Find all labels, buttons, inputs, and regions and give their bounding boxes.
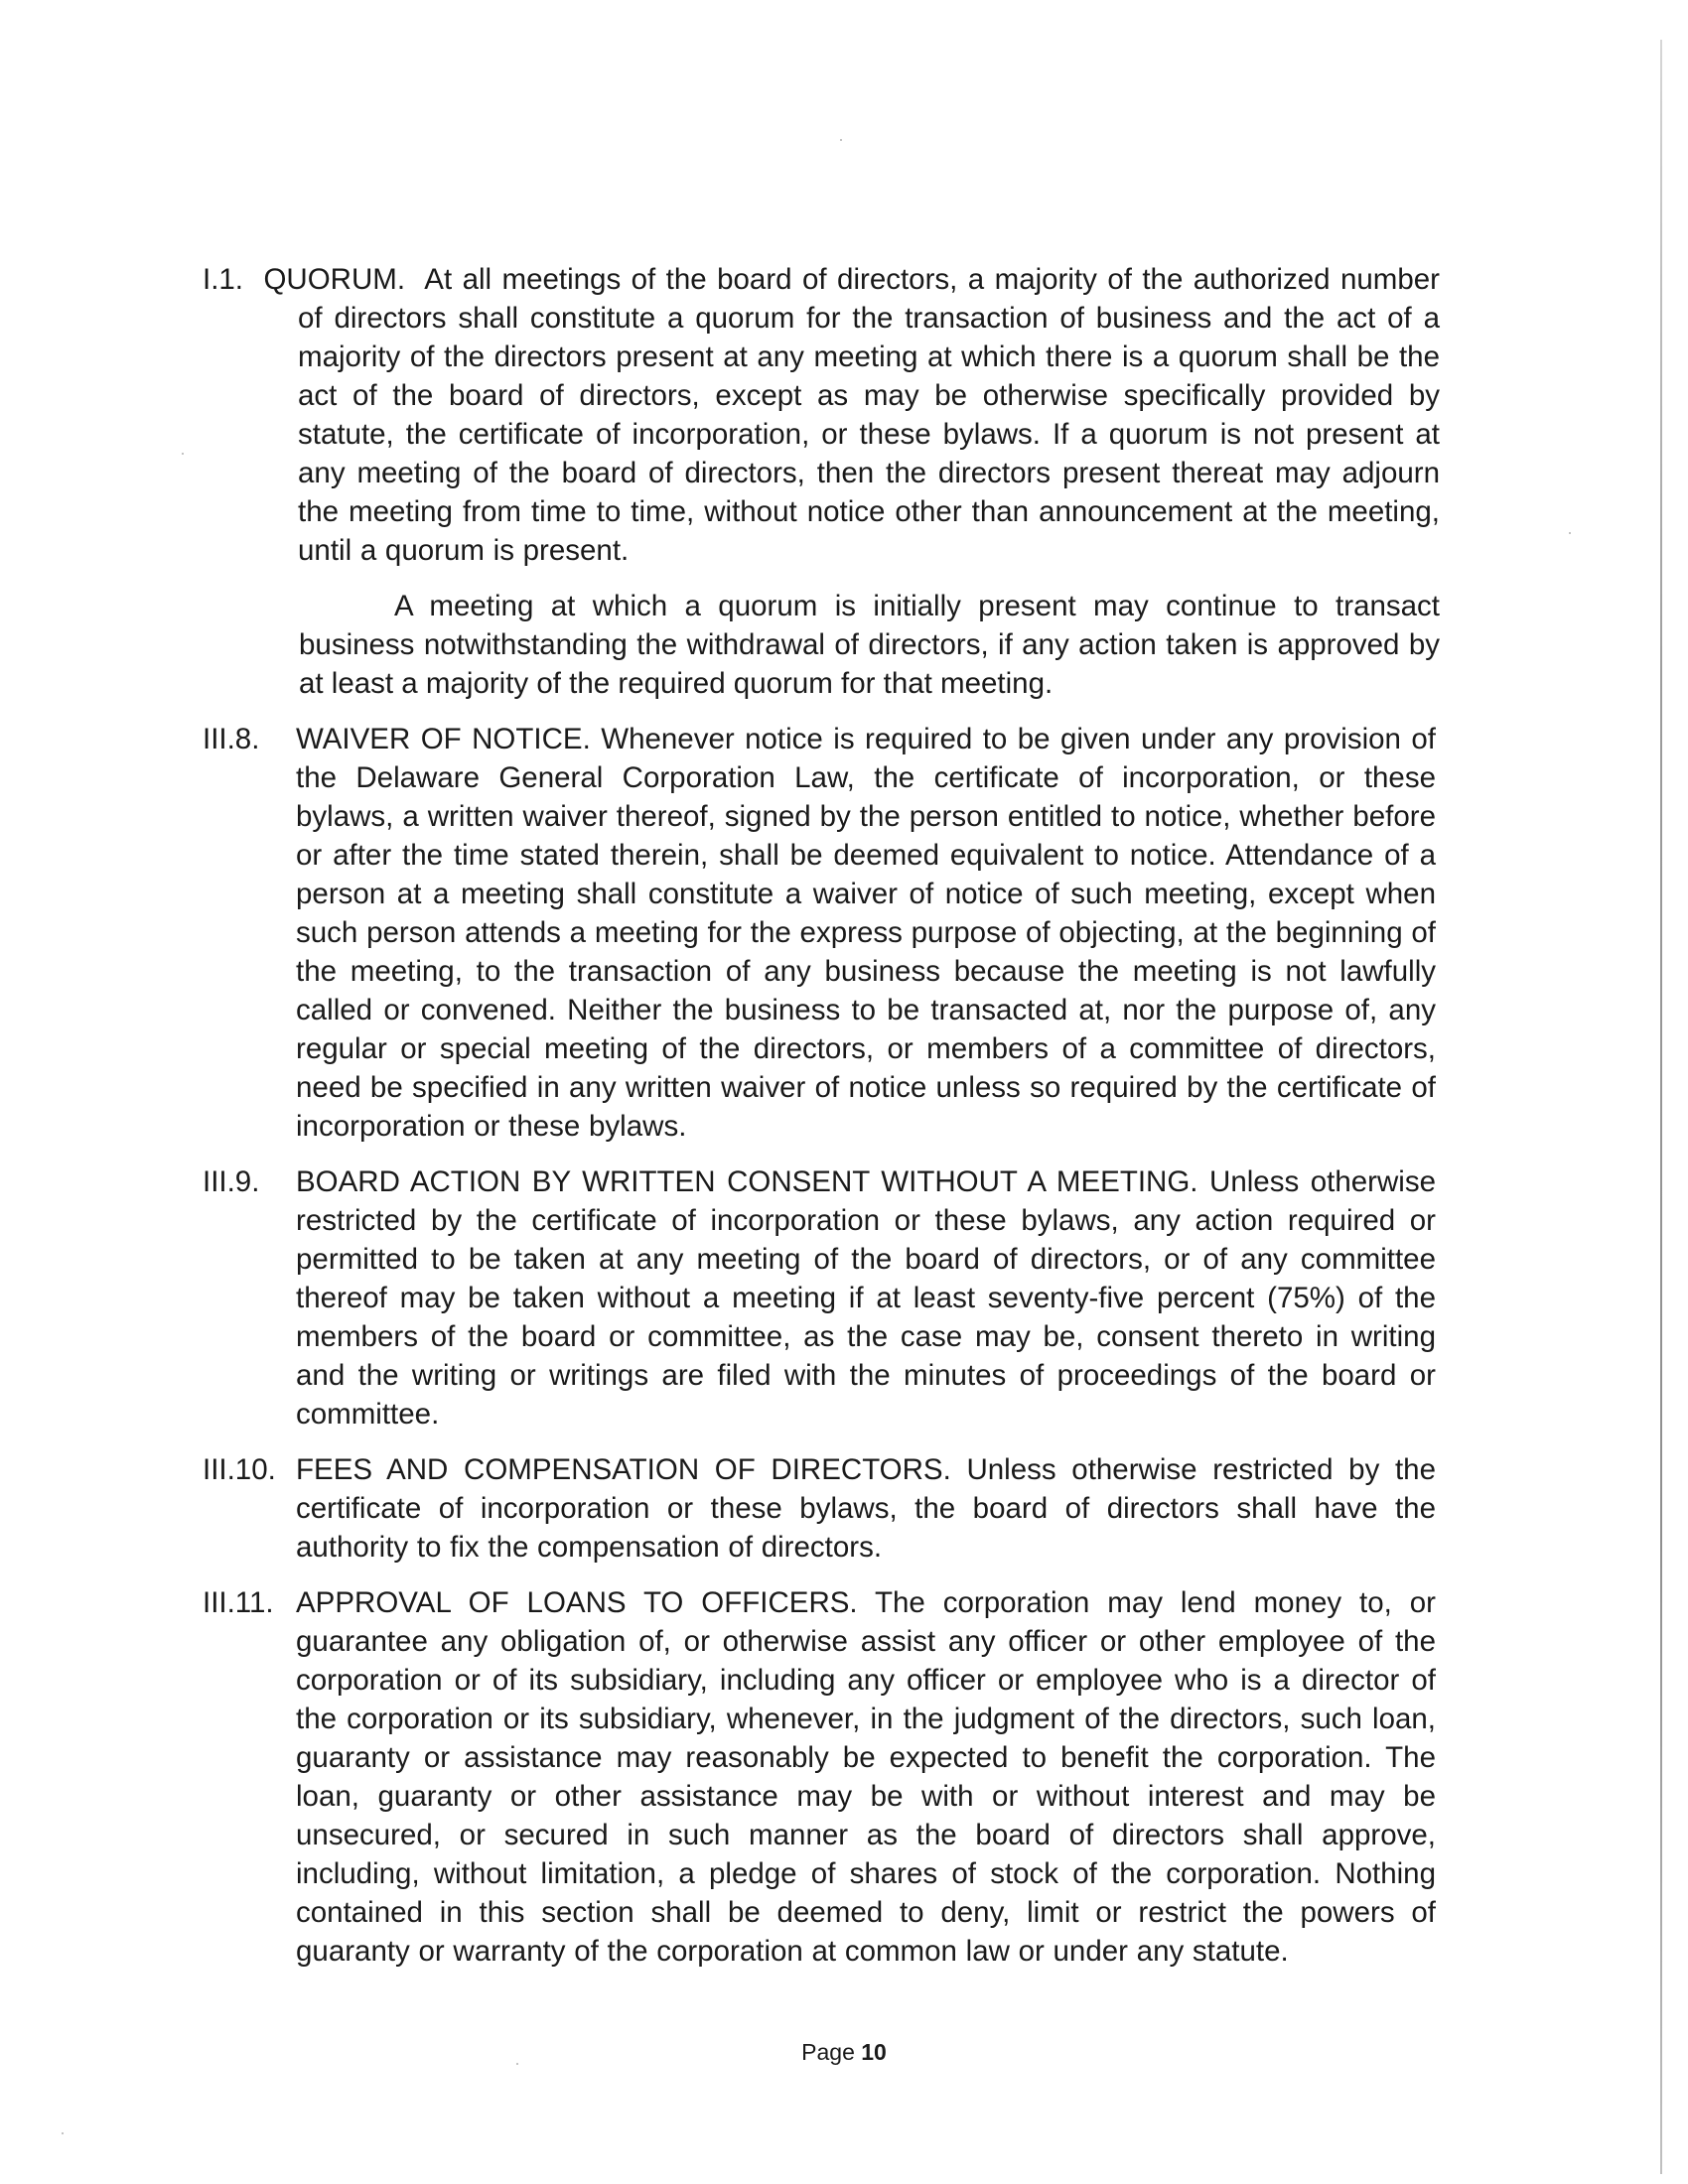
page-footer [0,2037,1688,2067]
scan-speck [62,2132,64,2134]
section-body [203,260,1440,570]
document-body [0,260,1688,1987]
section-waiver-of-notice [0,720,1688,1146]
section-text: WAIVER OF NOTICE. Whenever notice is required to be given under any provision of the Delaware General Corporation Law, the certificate of incorporation, or these bylaws, a written waiver thereof, signed by the person entitled to notice, whether before or after the time stated therein, shall be deemed equivalent to notice. Attendance of a person at a meeting shall constitute a waiver of notice of such meeting, except when such person attends a meeting for the express purpose of objecting, at the beginning of the meeting, to the transaction of any business because the meeting is not lawfully called or convened. Neither the business to be transacted at, nor the purpose of, any regular or special meeting of the directors, or members of a committee of directors, need be specified in any written waiver of notice unless so required by the certificate of incorporation or these bylaws. [296,723,1436,1143]
section-loans-to-officers [0,1583,1688,1971]
section-number: III.8. [203,723,260,755]
page-label: Page [801,2039,855,2065]
section-text: At all meetings of the board of directors, a majority of the authorized number of directors shall constitute a quorum for the transaction of business and the act of a majority of the directors present at any meeting at which there is a quorum shall be the act of the board of directors, except as may be otherwise specifically provided by statute, the certificate of incorporation, or these bylaws. If a quorum is not present at any meeting of the board of directors, then the directors present thereat may adjourn the meeting from time to time, without notice other than announcement at the meeting, until a quorum is present. [298,263,1441,567]
section-number: III.9. [203,1165,260,1198]
section-quorum [0,260,1688,703]
section-number: III.11. [203,1586,274,1619]
section-fees-compensation [0,1450,1688,1567]
section-number: I.1. [203,263,243,296]
scan-speck [840,139,842,141]
section-number: III.10. [203,1453,276,1486]
section-paragraph: A meeting at which a quorum is initially present may continue to transact business notwithstanding the withdrawal of directors, if any action taken is approved by at least a majority of the required quorum for that meeting. [299,590,1440,700]
section-text: BOARD ACTION BY WRITTEN CONSENT WITHOUT A MEETING. Unless otherwise restricted by the certificate of incorporation or these bylaws, any action required or permitted to be taken at any meeting of the board of directors, or of any committee thereof may be taken without a meeting if at least seventy-five percent (75%) of the members of the board or committee, as the case may be, consent thereto in writing and the writing or writings are filed with the minutes of proceedings of the board or committee. [296,1165,1436,1431]
section-heading: QUORUM. [263,263,406,296]
section-text: FEES AND COMPENSATION OF DIRECTORS. Unless otherwise restricted by the certificate of incorporation or these bylaws, the board of directors shall have the authority to fix the compensation of directors. [296,1453,1436,1564]
page-number: 10 [861,2039,887,2065]
section-text: APPROVAL OF LOANS TO OFFICERS. The corporation may lend money to, or guarantee any obligation of, or otherwise assist any officer or other employee of the corporation or of its subsidiary, including any officer or employee who is a director of the corporation or its subsidiary, whenever, in the judgment of the directors, such loan, guaranty or assistance may reasonably be expected to benefit the corporation. The loan, guaranty or other assistance may be with or without interest and may be unsecured, or secured in such manner as the board of directors shall approve, including, without limitation, a pledge of shares of stock of the corporation. Nothing contained in this section shall be deemed to deny, limit or restrict the powers of guaranty or warranty of the corporation at common law or under any statute. [296,1586,1436,1968]
section-written-consent [0,1162,1688,1433]
